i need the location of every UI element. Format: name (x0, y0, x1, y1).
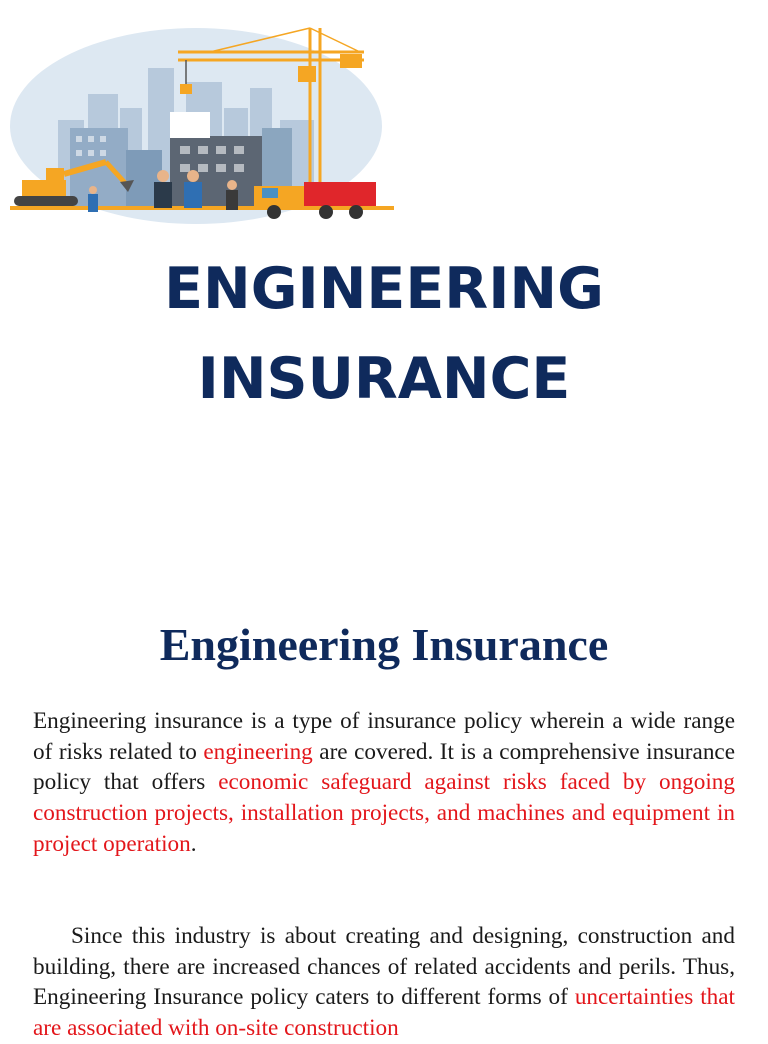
uncertainties-highlight: uncertainties that are associated with on-site construction (33, 984, 735, 1042)
crane-counterweight (340, 54, 362, 68)
cover-title-line1: ENGINEERING (164, 256, 604, 322)
dump-truck (254, 182, 376, 219)
paragraph-1 (33, 706, 735, 860)
economic-safeguard-highlight: economic safeguard against risks faced by ongoing construction projects, installation projects, and machines and equipment in project operation (33, 769, 735, 857)
crane-hook (180, 84, 192, 94)
paragraph-1-text-a: Engineering insurance is a type of insurance policy wherein a wide range of risks related to (33, 708, 735, 765)
cover-title-line2: INSURANCE (197, 346, 571, 412)
paragraph-1-text-c: . (190, 830, 197, 857)
crane-cab (298, 66, 316, 82)
paragraph-1-text-b: are covered. It is a comprehensive insurance policy that offers (33, 738, 735, 796)
paragraph-2 (33, 921, 735, 1044)
section-heading: Engineering Insurance (159, 619, 609, 670)
engineering-highlight: engineering (203, 738, 313, 765)
paragraph-2-text-a: Since this industry is about creating and designing, construction and building, there are increased chances of related accidents and perils. Thus, Engineering Insurance policy caters to different forms of (33, 923, 735, 1011)
construction-illustration (10, 24, 402, 246)
